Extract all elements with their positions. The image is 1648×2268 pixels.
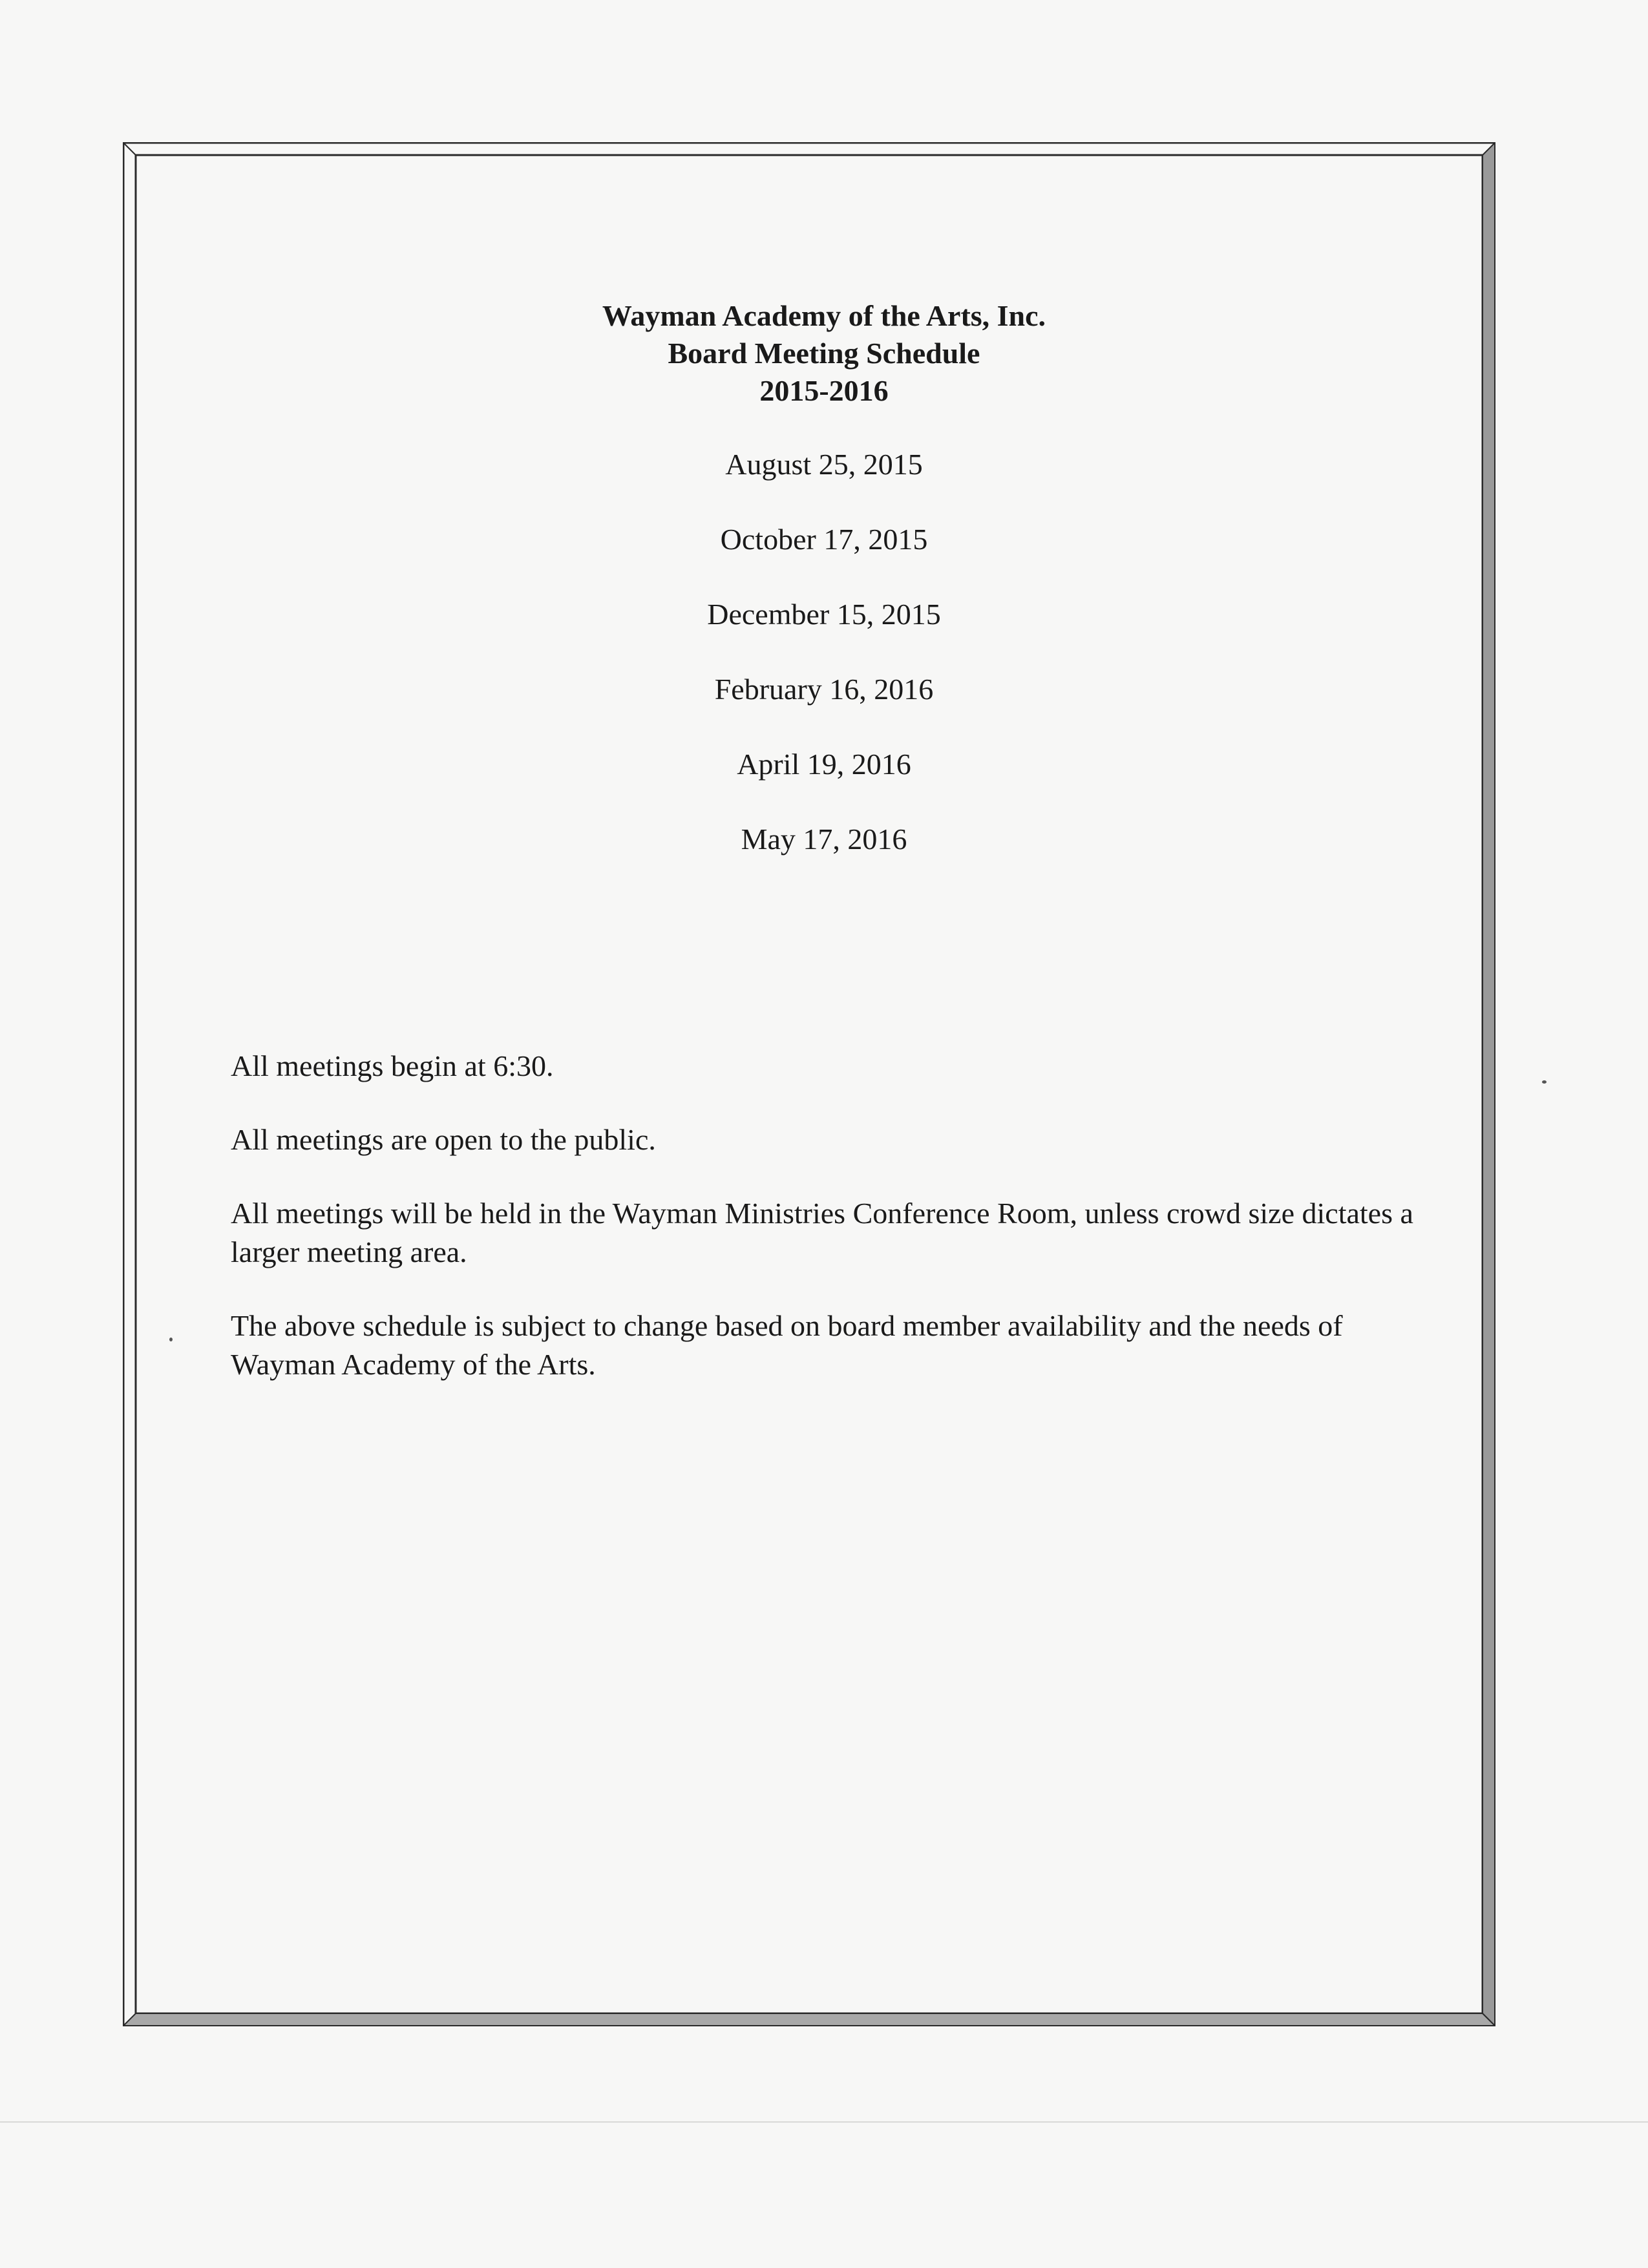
scan-speck <box>169 1338 173 1341</box>
note-public: All meetings are open to the public. <box>231 1123 656 1156</box>
note-start-time: All meetings begin at 6:30. <box>231 1049 554 1082</box>
schedule-title: Board Meeting Schedule <box>668 337 980 370</box>
organization-name: Wayman Academy of the Arts, Inc. <box>602 299 1046 332</box>
scan-speck <box>1542 1080 1547 1084</box>
meeting-date: April 19, 2016 <box>737 748 911 781</box>
meeting-dates-list <box>0 446 1648 896</box>
scan-edge-line <box>0 2121 1648 2123</box>
schedule-year: 2015-2016 <box>759 374 889 407</box>
meeting-date: February 16, 2016 <box>714 673 934 706</box>
meeting-date: October 17, 2015 <box>720 523 928 556</box>
schedule-header <box>0 297 1648 410</box>
meeting-date: August 25, 2015 <box>725 448 923 481</box>
meeting-date: December 15, 2015 <box>707 598 941 631</box>
note-schedule-change: The above schedule is subject to change based on board member availability and the needs of Wayman Academy of the Arts. <box>231 1309 1343 1381</box>
note-location: All meetings will be held in the Wayman Ministries Conference Room, unless crowd size dictates a larger meeting area. <box>231 1197 1413 1268</box>
meeting-notes <box>231 1047 1433 1419</box>
meeting-date: May 17, 2016 <box>741 823 907 856</box>
